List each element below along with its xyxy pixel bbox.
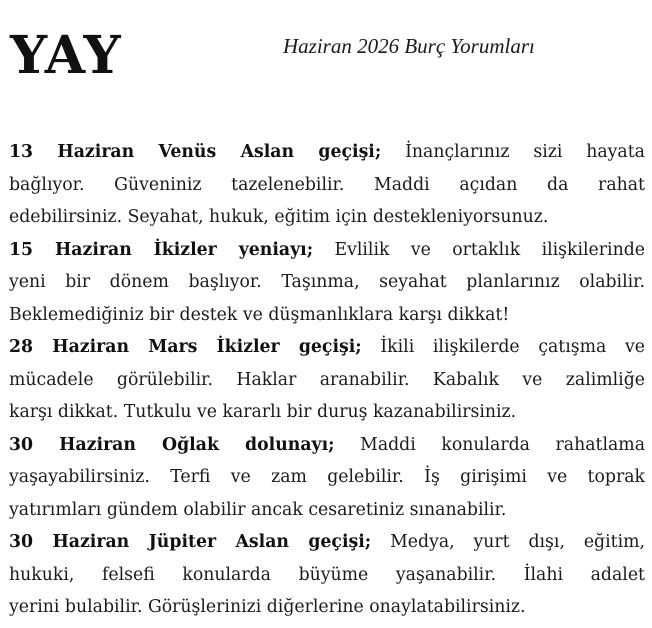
entry-text: Evlilik ve ortaklık ilişkilerinde <box>313 239 645 260</box>
entry-text: Beklemediğiniz bir destek ve düşmanlıklara karşı dikkat! <box>9 304 510 325</box>
entry-text: yaşayabilirsiniz. Terfi ve zam gelebilir. İş girişimi ve toprak <box>9 467 645 487</box>
entry-gemini-new-moon <box>9 234 645 332</box>
entry-heading: 30 Haziran Oğlak dolunayı; <box>9 434 335 455</box>
entry-text: İnançlarınız sizi hayata <box>381 142 645 162</box>
entry-text: mücadele görülebilir. Haklar aranabilir. Kabalık ve zalimliğe <box>9 369 645 390</box>
entry-venus-leo <box>9 136 645 234</box>
entry-text: yerini bulabilir. Görüşlerinizi diğerlerine onaylatabilirsiniz. <box>9 597 526 617</box>
entry-text: hukuki, felsefi konularda büyüme yaşanabilir. İlahi adalet <box>9 564 645 585</box>
entry-text: Medya, yurt dışı, eğitim, <box>371 532 645 552</box>
entry-heading: 13 Haziran Venüs Aslan geçişi; <box>9 142 382 162</box>
entry-jupiter-leo <box>9 526 645 624</box>
entry-text: yeni bir dönem başlıyor. Taşınma, seyahat planlarınız olabilir. <box>9 272 645 292</box>
entry-capricorn-full-moon <box>9 429 645 527</box>
entry-heading: 30 Haziran Jüpiter Aslan geçişi; <box>9 532 372 552</box>
horoscope-entries <box>9 136 645 624</box>
sign-title: YAY <box>10 25 122 86</box>
entry-heading: 15 Haziran İkizler yeniayı; <box>9 239 314 260</box>
entry-mars-gemini <box>9 331 645 429</box>
entry-text: edebilirsiniz. Seyahat, hukuk, eğitim için destekleniyorsunuz. <box>9 207 549 227</box>
entry-text: karşı dikkat. Tutkulu ve kararlı bir duruş kazanabilirsiniz. <box>9 402 517 422</box>
entry-text: İkili ilişkilerde çatışma ve <box>361 337 645 357</box>
page-subtitle: Haziran 2026 Burç Yorumları <box>283 34 535 58</box>
entry-heading: 28 Haziran Mars İkizler geçişi; <box>9 337 362 357</box>
entry-text: yatırımları gündem olabilir ancak cesaretiniz sınanabilir. <box>9 499 507 520</box>
entry-text: bağlıyor. Güveniniz tazelenebilir. Maddi açıdan da rahat <box>9 174 645 195</box>
entry-text: Maddi konularda rahatlama <box>334 434 646 455</box>
